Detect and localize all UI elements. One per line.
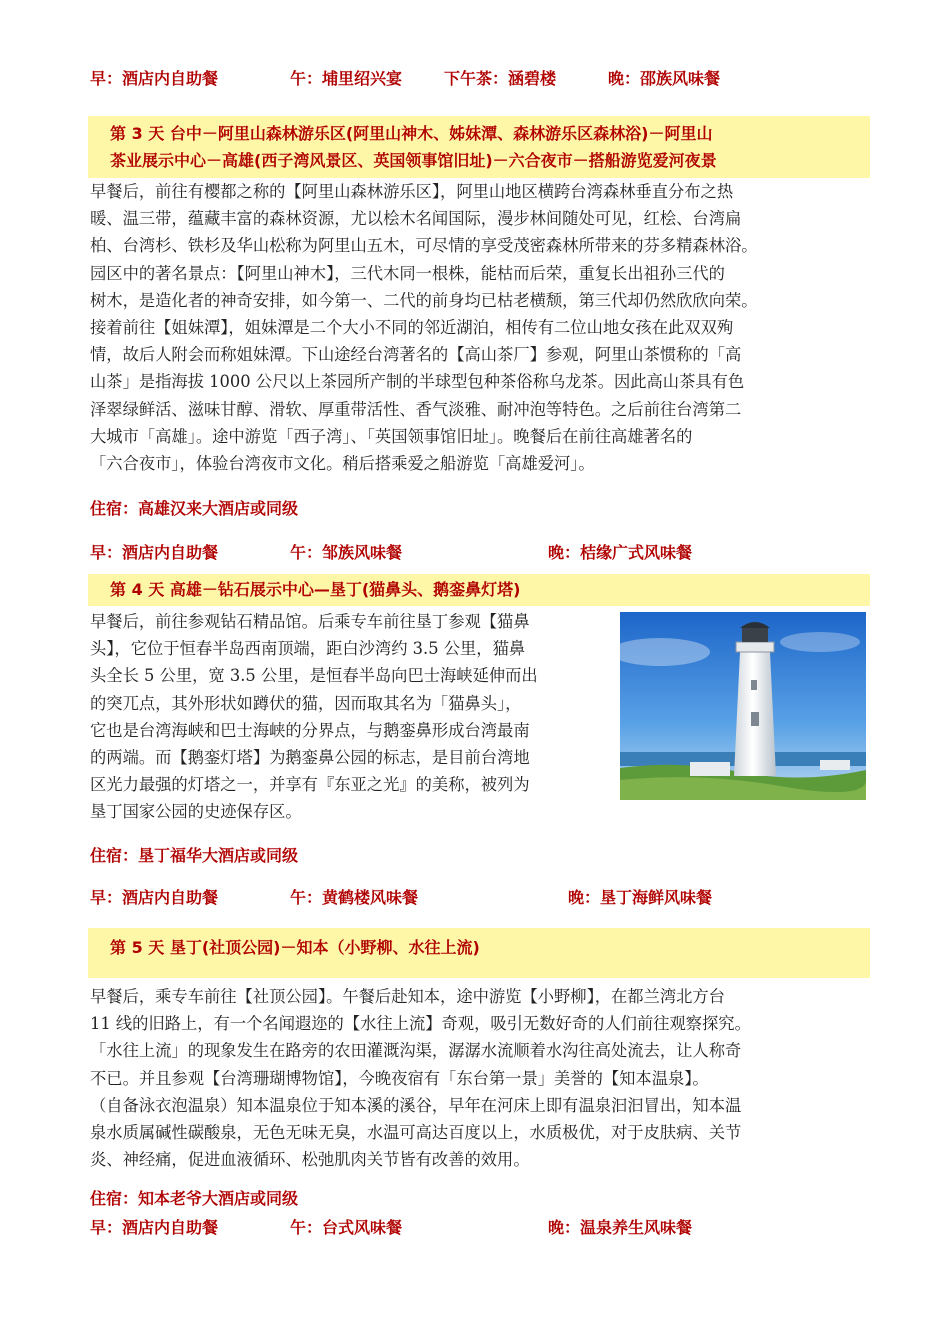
lunch-label: 午：台式风味餐 (290, 1218, 403, 1237)
text-line: 泉水质属碱性碳酸泉，无色无味无臭，水温可高达百度以上，水质极优，对于皮肤病、关节 (90, 1123, 742, 1143)
day4-heading-text: 第 4 天 高雄－钻石展示中心—垦丁(猫鼻头、鹅銮鼻灯塔) (110, 580, 521, 599)
dinner-label: 晚：温泉养生风味餐 (548, 1218, 693, 1237)
text-line: 的两端。而【鹅銮灯塔】为鹅銮鼻公园的标志，是目前台湾地 (90, 748, 530, 768)
breakfast-label: 早：酒店内自助餐 (90, 888, 219, 907)
text-line: 头】，它位于恒春半岛西南顶端，距白沙湾约 3.5 公里，猫鼻 (90, 639, 526, 659)
text-line: 「水往上流」的现象发生在路旁的农田灌溉沟渠，潺潺水流顺着水沟往高处流去，让人称奇 (90, 1041, 742, 1061)
breakfast-label: 早：酒店内自助餐 (90, 1218, 219, 1237)
meals-row-day2 (90, 66, 870, 92)
day3-hotel: 住宿：高雄汉来大酒店或同级 (90, 499, 299, 518)
text-line: 山茶」是指海拔 1000 公尺以上茶园所产制的半球型包种茶俗称乌龙茶。因此高山茶具有色 (90, 372, 745, 392)
text-line: 大城市「高雄」。途中游览「西子湾」、「英国领事馆旧址」。晚餐后在前往高雄著名的 (90, 426, 693, 446)
text-line: 早餐后，乘专车前往【社顶公园】。午餐后赴知本，途中游览【小野柳】，在都兰湾北方台 (90, 987, 725, 1006)
day5-description (90, 983, 870, 1173)
lunch-label: 午：邹族风味餐 (290, 543, 403, 562)
breakfast-label: 早：酒店内自助餐 (90, 543, 219, 562)
dinner-label: 晚：垦丁海鲜风味餐 (568, 888, 713, 907)
day5-heading-text: 第 5 天 垦丁(社顶公园)－知本（小野柳、水往上流) (110, 938, 480, 957)
text-line: 的突兀点，其外形状如蹲伏的猫，因而取其名为「猫鼻头」， (90, 693, 522, 713)
text-line: 区光力最强的灯塔之一，并享有『东亚之光』的美称，被列为 (90, 775, 530, 795)
text-line: 「六合夜市」，体验台湾夜市文化。稍后搭乘爱之船游览「高雄爱河」。 (90, 454, 595, 474)
day5-hotel: 住宿：知本老爷大酒店或同级 (90, 1189, 299, 1208)
text-line: 情，故后人附会而称姐妹潭。下山途经台湾著名的【高山茶厂】参观，阿里山茶惯称的「高 (90, 345, 742, 365)
day4-description (90, 608, 618, 826)
day4-heading (88, 574, 870, 606)
text-line: 接着前往【姐妹潭】，姐妹潭是二个大小不同的邻近湖泊，相传有二位山地女孩在此双双殉 (90, 318, 734, 338)
meals-row-day5 (90, 1215, 870, 1241)
meals-row-day3 (90, 540, 870, 566)
day3-heading-line2: 茶业展示中心－高雄(西子湾风景区、英国领事馆旧址)－六合夜市－搭船游览爱河夜景 (110, 151, 717, 170)
text-line: 它也是台湾海峡和巴士海峡的分界点，与鹅銮鼻形成台湾最南 (90, 720, 530, 740)
dinner-label: 晚：桔缘广式风味餐 (548, 543, 693, 562)
day3-description (90, 178, 870, 477)
dinner-label: 晚：邵族风味餐 (608, 69, 721, 88)
text-line: 暖、温三带，蕴藏丰富的森林资源，尤以桧木名闻国际，漫步林间随处可见，红桧、台湾扁 (90, 209, 742, 229)
lunch-label: 午：埔里绍兴宴 (290, 69, 403, 88)
text-line: 垦丁国家公园的史迹保存区。 (90, 802, 302, 822)
text-line: 柏、台湾杉、铁杉及华山松称为阿里山五木，可尽情的享受茂密森林所带来的芬多精森林浴。 (90, 236, 758, 256)
text-line: 11 线的旧路上，有一个名闻遐迩的【水往上流】奇观，吸引无数好奇的人们前往观察探究。 (90, 1014, 751, 1034)
text-line: 树木，是造化者的神奇安排，如今第一、二代的前身均已枯老横颓，第三代却仍然欣欣向荣。 (90, 290, 758, 310)
text-line: 头全长 5 公里，宽 3.5 公里，是恒春半岛向巴士海峡延伸而出 (90, 666, 538, 686)
text-line: 园区中的著名景点：【阿里山神木】，三代木同一根株，能枯而后荣，重复长出祖孙三代的 (90, 263, 725, 283)
day3-heading (88, 116, 870, 178)
lunch-label: 午：黄鹤楼风味餐 (290, 888, 419, 907)
text-line: （自备泳衣泡温泉）知本温泉位于知本溪的溪谷，早年在河床上即有温泉汩汩冒出，知本温 (90, 1095, 742, 1115)
day4-hotel: 住宿：垦丁福华大酒店或同级 (90, 846, 299, 865)
text-line: 不已。并且参观【台湾珊瑚博物馆】，今晚夜宿有「东台第一景」美誉的【知本温泉】。 (90, 1068, 709, 1088)
afternoon-tea-label: 下午茶：涵碧楼 (444, 69, 557, 88)
meals-row-day4 (90, 885, 870, 911)
text-line: 早餐后，前往参观钻石精品馆。后乘专车前往垦丁参观【猫鼻 (90, 612, 530, 631)
breakfast-label: 早：酒店内自助餐 (90, 69, 219, 88)
day5-heading (88, 928, 870, 978)
text-line: 炎、神经痛，促进血液循环、松弛肌肉关节皆有改善的效用。 (90, 1150, 530, 1170)
text-line: 泽翠绿鲜活、滋味甘醇、滑软、厚重带活性、香气淡雅、耐冲泡等特色。之后前往台湾第二 (90, 399, 742, 419)
text-line: 早餐后，前往有樱都之称的【阿里山森林游乐区】，阿里山地区横跨台湾森林垂直分布之热 (90, 182, 734, 201)
day3-heading-line1: 第 3 天 台中－阿里山森林游乐区(阿里山神木、姊妹潭、森林游乐区森林浴)－阿里山 (110, 124, 713, 143)
lighthouse-photo (620, 612, 866, 800)
